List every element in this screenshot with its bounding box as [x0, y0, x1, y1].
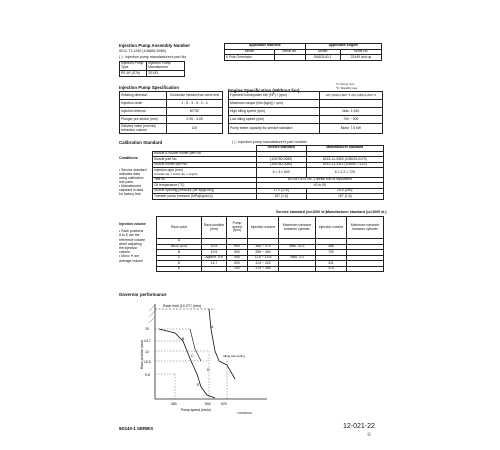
note-line: indicates data — [119, 172, 140, 176]
assembly-title: Injection Pump Assembly Number — [119, 43, 191, 48]
service-std-header: Service standard — [256, 146, 306, 152]
rack-point: (Basic point) — [157, 244, 202, 250]
cell: 450 — [227, 255, 248, 261]
cond-label: Nozzle opening pressure (MPa{kg/cm²}) — [153, 188, 257, 194]
cell: 414 ~ 422 — [248, 261, 279, 267]
cond-label: Nozzle & nozzle holder part No. — [153, 151, 257, 157]
cell: 375 ~ 380 — [248, 266, 279, 272]
cond-label: Injection pipe (mm) (Outside dia. × inside dia. × length) — [153, 168, 257, 177]
x-tick: 450 — [171, 402, 177, 406]
hatch — [149, 305, 155, 323]
cell: 700 — [316, 250, 347, 256]
cell: 500 — [227, 261, 248, 267]
hdr-max-variance-mfr: Maximum variance between cylinder — [347, 217, 384, 239]
col-serial: Serial No. — [274, 49, 305, 55]
pump-spec-title: Injection Pump Specification — [119, 85, 180, 90]
point-label: E — [197, 383, 200, 387]
machine-serial — [274, 55, 305, 61]
cell: 14.7 — [202, 261, 227, 267]
cell: 368 ~ 374 — [248, 244, 279, 250]
spec-value: 60°30' — [167, 108, 223, 116]
governor-title: Governor performance — [119, 292, 167, 297]
engine-serial: 22449 and up — [341, 55, 382, 61]
rack-point: A — [157, 239, 202, 245]
mfr-std-header: Manufacturer standard (cc/1000 st.) — [326, 210, 387, 214]
injection-label-block — [119, 222, 146, 263]
col-model: Model — [225, 49, 275, 55]
spec-label: Injection order — [120, 100, 167, 108]
rack-point: D — [157, 261, 202, 267]
cond-label: Nozzle part No. — [153, 157, 257, 163]
mfr-value: ZEXEL — [147, 71, 185, 77]
spec-value: 2.95 - 3.05 — [167, 116, 223, 124]
inj-line: Injection volume — [119, 222, 146, 226]
cell: 341 — [316, 261, 347, 267]
spec-label: Rotating direction — [120, 92, 167, 100]
mfr-std-header: Manufacturer standard — [306, 146, 383, 152]
inj-line: reference volume — [119, 237, 146, 242]
engine-value: Motor 7.5 kW — [319, 124, 382, 134]
page-number: 12-021-22 — [343, 423, 375, 430]
engine-label: Flywheel horsepower kW (HP) / (rpm) — [229, 92, 320, 100]
cond-both: 40 to 50 — [256, 183, 383, 189]
cond-svc: 6 × 3 × 600 — [256, 168, 306, 177]
governor-curve-left — [159, 329, 215, 398]
engine-label: High idling speed (rpm) — [229, 108, 320, 116]
cond-svc: (105780-2080) — [256, 162, 306, 168]
spec-value: 1 - 5 - 3 - 6 - 2 - 4 — [167, 100, 223, 108]
inj-line: average volume — [119, 258, 144, 263]
cond-mfr: 6 × 2.2 × 725 — [306, 168, 383, 177]
cell: 900 — [227, 244, 248, 250]
cell: 10.5 — [202, 250, 227, 256]
engine-spec-table — [228, 91, 383, 134]
applicable-table — [224, 43, 382, 61]
conditions-label: Conditions — [119, 156, 138, 160]
pump-type-table — [119, 61, 185, 77]
cell: 11.6 ~ 14.5 — [248, 255, 279, 261]
col-serial: Serial No. — [341, 49, 382, 55]
hdr-inj-volume-mfr: Injection volume — [316, 217, 347, 239]
col-model: Model — [305, 49, 340, 55]
hdr-rack-point: Rack point — [157, 217, 202, 239]
cond-both: ASTM D975 No. 2 diesel fuel or equivalent — [256, 177, 383, 183]
x-axis-label: Pump speed (r/min) — [181, 408, 211, 412]
engine-note-1: *1: Pump rpm — [336, 82, 355, 86]
rack-point: B — [157, 250, 202, 256]
y-tick: 10.5 — [144, 360, 151, 364]
spec-value: Clockwise viewed from drive end — [167, 92, 223, 100]
cond-mfr: 6213-11-3300 (105025-0170) — [306, 157, 383, 163]
engine-label: Low idling speed (rpm) — [229, 116, 320, 124]
spec-label: Delivery valve (mm³/st) retraction volume — [120, 124, 167, 134]
y-tick: 19 — [145, 327, 149, 331]
cond-label: Oil temperature (°C) — [153, 183, 257, 189]
x-tick: 920 — [221, 402, 227, 406]
calibration-table — [152, 145, 384, 200]
governor-curve-right — [209, 309, 235, 379]
calibration-mfr-note: ( ) : Injection pump manufacturer's part number — [232, 140, 307, 144]
cell: Approx. 9.8 — [202, 255, 227, 261]
engine-note-2: *2: Standby use — [336, 85, 358, 90]
y-tick: 14.7 — [144, 339, 151, 343]
engine-model: SA6D140-1 — [305, 55, 340, 61]
inj-line: the injection — [119, 246, 138, 251]
cell: - — [202, 266, 227, 272]
cell: 370 — [316, 266, 347, 272]
note-line: • Service standard — [119, 168, 147, 172]
assembly-number: 9212-71-1240 (106882-9060) — [119, 49, 166, 53]
engine-spec-title: Engine Specification (Without fan) — [228, 88, 300, 93]
engine-value — [319, 100, 382, 108]
cell — [347, 266, 384, 272]
cond-mfr: 6212-11-3112 (105067-7122) — [306, 162, 383, 168]
assembly-mfr-note: ( ) : Injection pump manufacturer's part No. — [119, 55, 188, 59]
machine-model: 6 Pole Generator — [225, 55, 275, 61]
inj-line: • Mono ✦ are — [119, 254, 140, 259]
inj-line: volume. — [119, 250, 131, 255]
point-label: B — [182, 337, 185, 341]
injection-table — [156, 216, 384, 272]
hdr-pump-speed: Pump speed (rpm) — [227, 217, 248, 239]
note-line: • Manufacturer — [119, 184, 142, 188]
note-line: using calibration — [119, 176, 144, 180]
cond-label: Test oil — [153, 177, 257, 183]
y-tick: 9.8 — [145, 373, 150, 377]
calibration-left-notes — [119, 168, 147, 196]
rack-point: E — [157, 266, 202, 272]
cell — [279, 266, 316, 272]
cond-mfr: 157 {1.6} — [306, 194, 383, 200]
type-value: PE-6P (S76) — [120, 71, 147, 77]
figure-code: TWS38310 — [237, 411, 253, 415]
hdr-inj-volume: Injection volume — [248, 217, 279, 239]
machine-header: Applicable Machine — [225, 44, 306, 50]
inj-line: • Rack positions — [119, 229, 144, 234]
point-label: C — [191, 354, 194, 358]
note-line: standard is data — [119, 188, 144, 192]
cond-label: Transfer pump pressure (MPa{kg/cm²}) — [153, 194, 257, 200]
cell: 10.5 — [202, 244, 227, 250]
spec-label: Plunger pre-stroke (mm) — [120, 116, 167, 124]
point-label: A — [211, 325, 214, 329]
y-axis-label: Rack position (mm) — [140, 339, 144, 369]
cell: 386 — [316, 244, 347, 250]
cell: 100 — [227, 266, 248, 272]
pump-spec-table — [119, 91, 223, 134]
inj-line: A to E are the — [119, 233, 140, 238]
mfr-label: Injection Pump Manufacturer — [147, 62, 185, 71]
hdr-max-variance: Maximum variance between cylinder — [279, 217, 316, 239]
type-label: Injection Pump Type — [120, 62, 147, 71]
engine-label: Pump tester capacity for service standard — [229, 124, 320, 134]
svc-std-header: Service standard (cc/1000 st.) — [276, 210, 327, 214]
rack-point: C — [157, 255, 202, 261]
cond-mfr: 24.5 {250} — [306, 188, 383, 194]
cond-svc: 157 {1.6} — [256, 194, 306, 200]
x-tick: 500 — [205, 402, 211, 406]
rack-limit-label: Rack limit (10.2°C (min) — [163, 304, 201, 308]
note-line: for factory test. — [119, 192, 142, 196]
spec-label: Injection interval — [120, 108, 167, 116]
cell: 500 — [227, 250, 248, 256]
cell: Max. 32.3 — [279, 244, 316, 250]
engine-value: 187 (250)/1,800 *1 210 (282)/1,800 *2 — [319, 92, 382, 100]
cond-svc: (105780-0060) — [256, 157, 306, 163]
point-label: D — [207, 368, 210, 372]
spec-value: 120 — [167, 124, 223, 134]
y-tick: 13 — [145, 350, 149, 354]
calibration-title: Calibration Standard — [119, 140, 163, 145]
note-line: test parts. — [119, 180, 134, 184]
engine-value: 700 ~ 900 — [319, 116, 382, 124]
governor-chart — [135, 299, 275, 414]
series-label: 6D140-1 SERIES — [119, 426, 154, 431]
hdr-rack-position: Rack position (mm) — [202, 217, 227, 239]
page-circle: ① — [367, 432, 372, 437]
idle-label: Idling sub spring — [223, 354, 245, 358]
cell: 256 ~ 364 — [248, 250, 279, 256]
engine-label: Maximum torque (Nm {kgm}) / rpm) — [229, 100, 320, 108]
cond-label: Nozzle holder part No. — [153, 162, 257, 168]
cond-svc: 17.2 {175} — [256, 188, 306, 194]
engine-value: Max. 1,940 — [319, 108, 382, 116]
engine-header: Applicable Engine — [305, 44, 381, 50]
cell: Max. 3.3 — [279, 255, 316, 261]
inj-line: when adjusting — [119, 241, 142, 246]
